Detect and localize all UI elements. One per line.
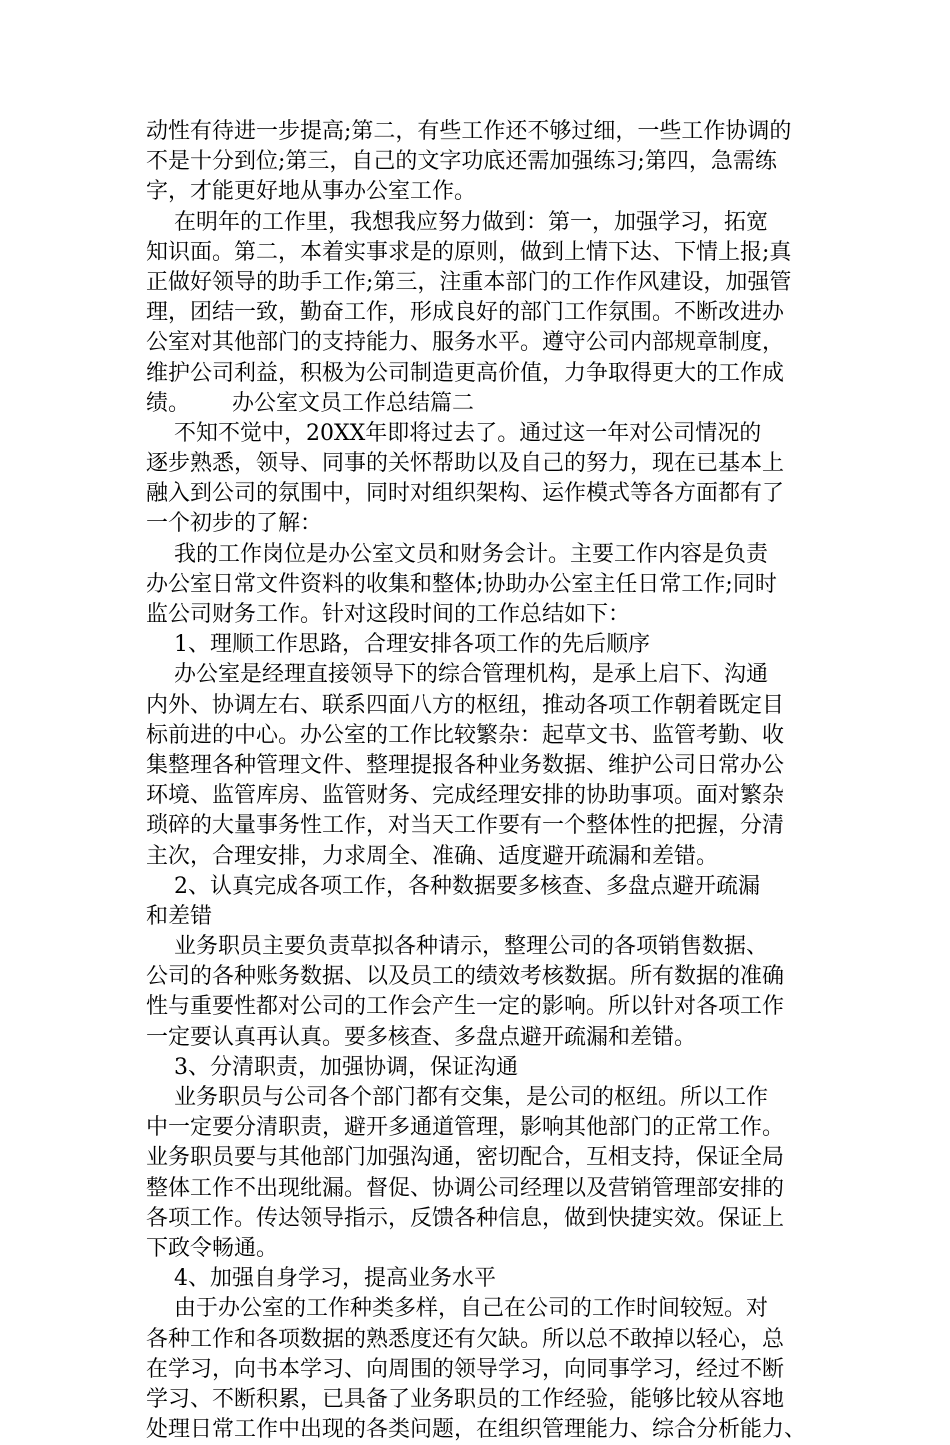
text-line: 内外、协调左右、联系四面八方的枢纽，推动各项工作朝着既定目 — [146, 692, 785, 718]
text-line: 中一定要分清职责，避开多通道管理，影响其他部门的正常工作。 — [146, 1115, 785, 1141]
text-line: 字，才能更好地从事办公室工作。 — [146, 179, 477, 205]
text-line: 3、分清职责，加强协调，保证沟通 — [146, 1054, 518, 1080]
text-line: 动性有待进一步提高;第二，有些工作还不够过细，一些工作协调的 — [146, 119, 792, 144]
text-line: 由于办公室的工作种类多样，自己在公司的工作时间较短。对 — [146, 1296, 768, 1322]
text-line: 学习、不断积累，已具备了业务职员的工作经验，能够比较从容地 — [146, 1386, 785, 1412]
text-line: 一个初步的了解： — [146, 511, 323, 537]
text-line: 维护公司利益，积极为公司制造更高价值，力争取得更大的工作成 — [146, 360, 785, 386]
text-line: 业务职员要与其他部门加强沟通，密切配合，互相支持，保证全局 — [146, 1145, 785, 1171]
text-line: 处理日常工作中出现的各类问题，在组织管理能力、综合分析能力、 — [146, 1417, 807, 1443]
text-line: 下政令畅通。 — [146, 1235, 279, 1261]
text-line: 各项工作。传达领导指示，反馈各种信息，做到快捷实效。保证上 — [146, 1205, 785, 1231]
text-line: 整体工作不出现纰漏。督促、协调公司经理以及营销管理部安排的 — [146, 1175, 785, 1201]
text-line: 不知不觉中，20XX年即将过去了。通过这一年对公司情况的 — [146, 420, 762, 446]
text-line: 绩。 办公室文员工作总结篇二 — [146, 390, 474, 416]
text-line: 1、理顺工作思路，合理安排各项工作的先后顺序 — [146, 632, 650, 658]
text-line: 在明年的工作里，我想我应努力做到：第一，加强学习，拓宽 — [146, 209, 768, 235]
text-line: 公室对其他部门的支持能力、服务水平。遵守公司内部规章制度， — [146, 330, 785, 356]
text-line: 2、认真完成各项工作，各种数据要多核查、多盘点避开疏漏 — [146, 873, 760, 899]
text-line: 标前进的中心。办公室的工作比较繁杂：起草文书、监管考勤、收 — [146, 722, 785, 748]
text-line: 不是十分到位;第三，自己的文字功底还需加强练习;第四，急需练 — [146, 149, 777, 175]
document-body — [146, 117, 811, 1445]
text-line: 在学习，向书本学习、向周围的领导学习，向同事学习，经过不断 — [146, 1356, 785, 1382]
text-line: 一定要认真再认真。要多核查、多盘点避开疏漏和差错。 — [146, 1024, 697, 1050]
text-line: 业务职员主要负责草拟各种请示，整理公司的各项销售数据、 — [146, 934, 768, 960]
text-line: 集整理各种管理文件、整理提报各种业务数据、维护公司日常办公 — [146, 752, 785, 778]
text-line: 公司的各种账务数据、以及员工的绩效考核数据。所有数据的准确 — [146, 964, 785, 990]
text-line: 办公室是经理直接领导下的综合管理机构，是承上启下、沟通 — [146, 662, 768, 688]
text-line: 知识面。第二，本着实事求是的原则，做到上情下达、下情上报;真 — [146, 239, 792, 265]
text-line: 监公司财务工作。针对这段时间的工作总结如下： — [146, 602, 631, 627]
text-line: 和差错 — [146, 903, 213, 929]
text-line: 主次，合理安排，力求周全、准确、适度避开疏漏和差错。 — [146, 843, 719, 869]
text-line: 融入到公司的氛围中，同时对组织架构、运作模式等各方面都有了 — [146, 481, 785, 507]
text-line: 我的工作岗位是办公室文员和财务会计。主要工作内容是负责 — [146, 541, 768, 567]
text-line: 逐步熟悉，领导、同事的关怀帮助以及自己的努力，现在已基本上 — [146, 451, 785, 477]
text-line: 环境、监管库房、监管财务、完成经理安排的协助事项。面对繁杂 — [146, 783, 785, 809]
text-line: 4、加强自身学习，提高业务水平 — [146, 1266, 496, 1292]
text-line: 各种工作和各项数据的熟悉度还有欠缺。所以总不敢掉以轻心，总 — [146, 1326, 785, 1352]
text-line: 正做好领导的助手工作;第三，注重本部门的工作作风建设，加强管 — [146, 269, 792, 295]
text-line: 性与重要性都对公司的工作会产生一定的影响。所以针对各项工作 — [146, 994, 785, 1020]
text-line: 业务职员与公司各个部门都有交集，是公司的枢纽。所以工作 — [146, 1085, 768, 1110]
text-line: 理，团结一致，勤奋工作，形成良好的部门工作氛围。不断改进办 — [146, 300, 785, 326]
text-line: 琐碎的大量事务性工作，对当天工作要有一个整体性的把握，分清 — [146, 813, 785, 839]
text-line: 办公室日常文件资料的收集和整体;协助办公室主任日常工作;同时 — [146, 571, 777, 597]
